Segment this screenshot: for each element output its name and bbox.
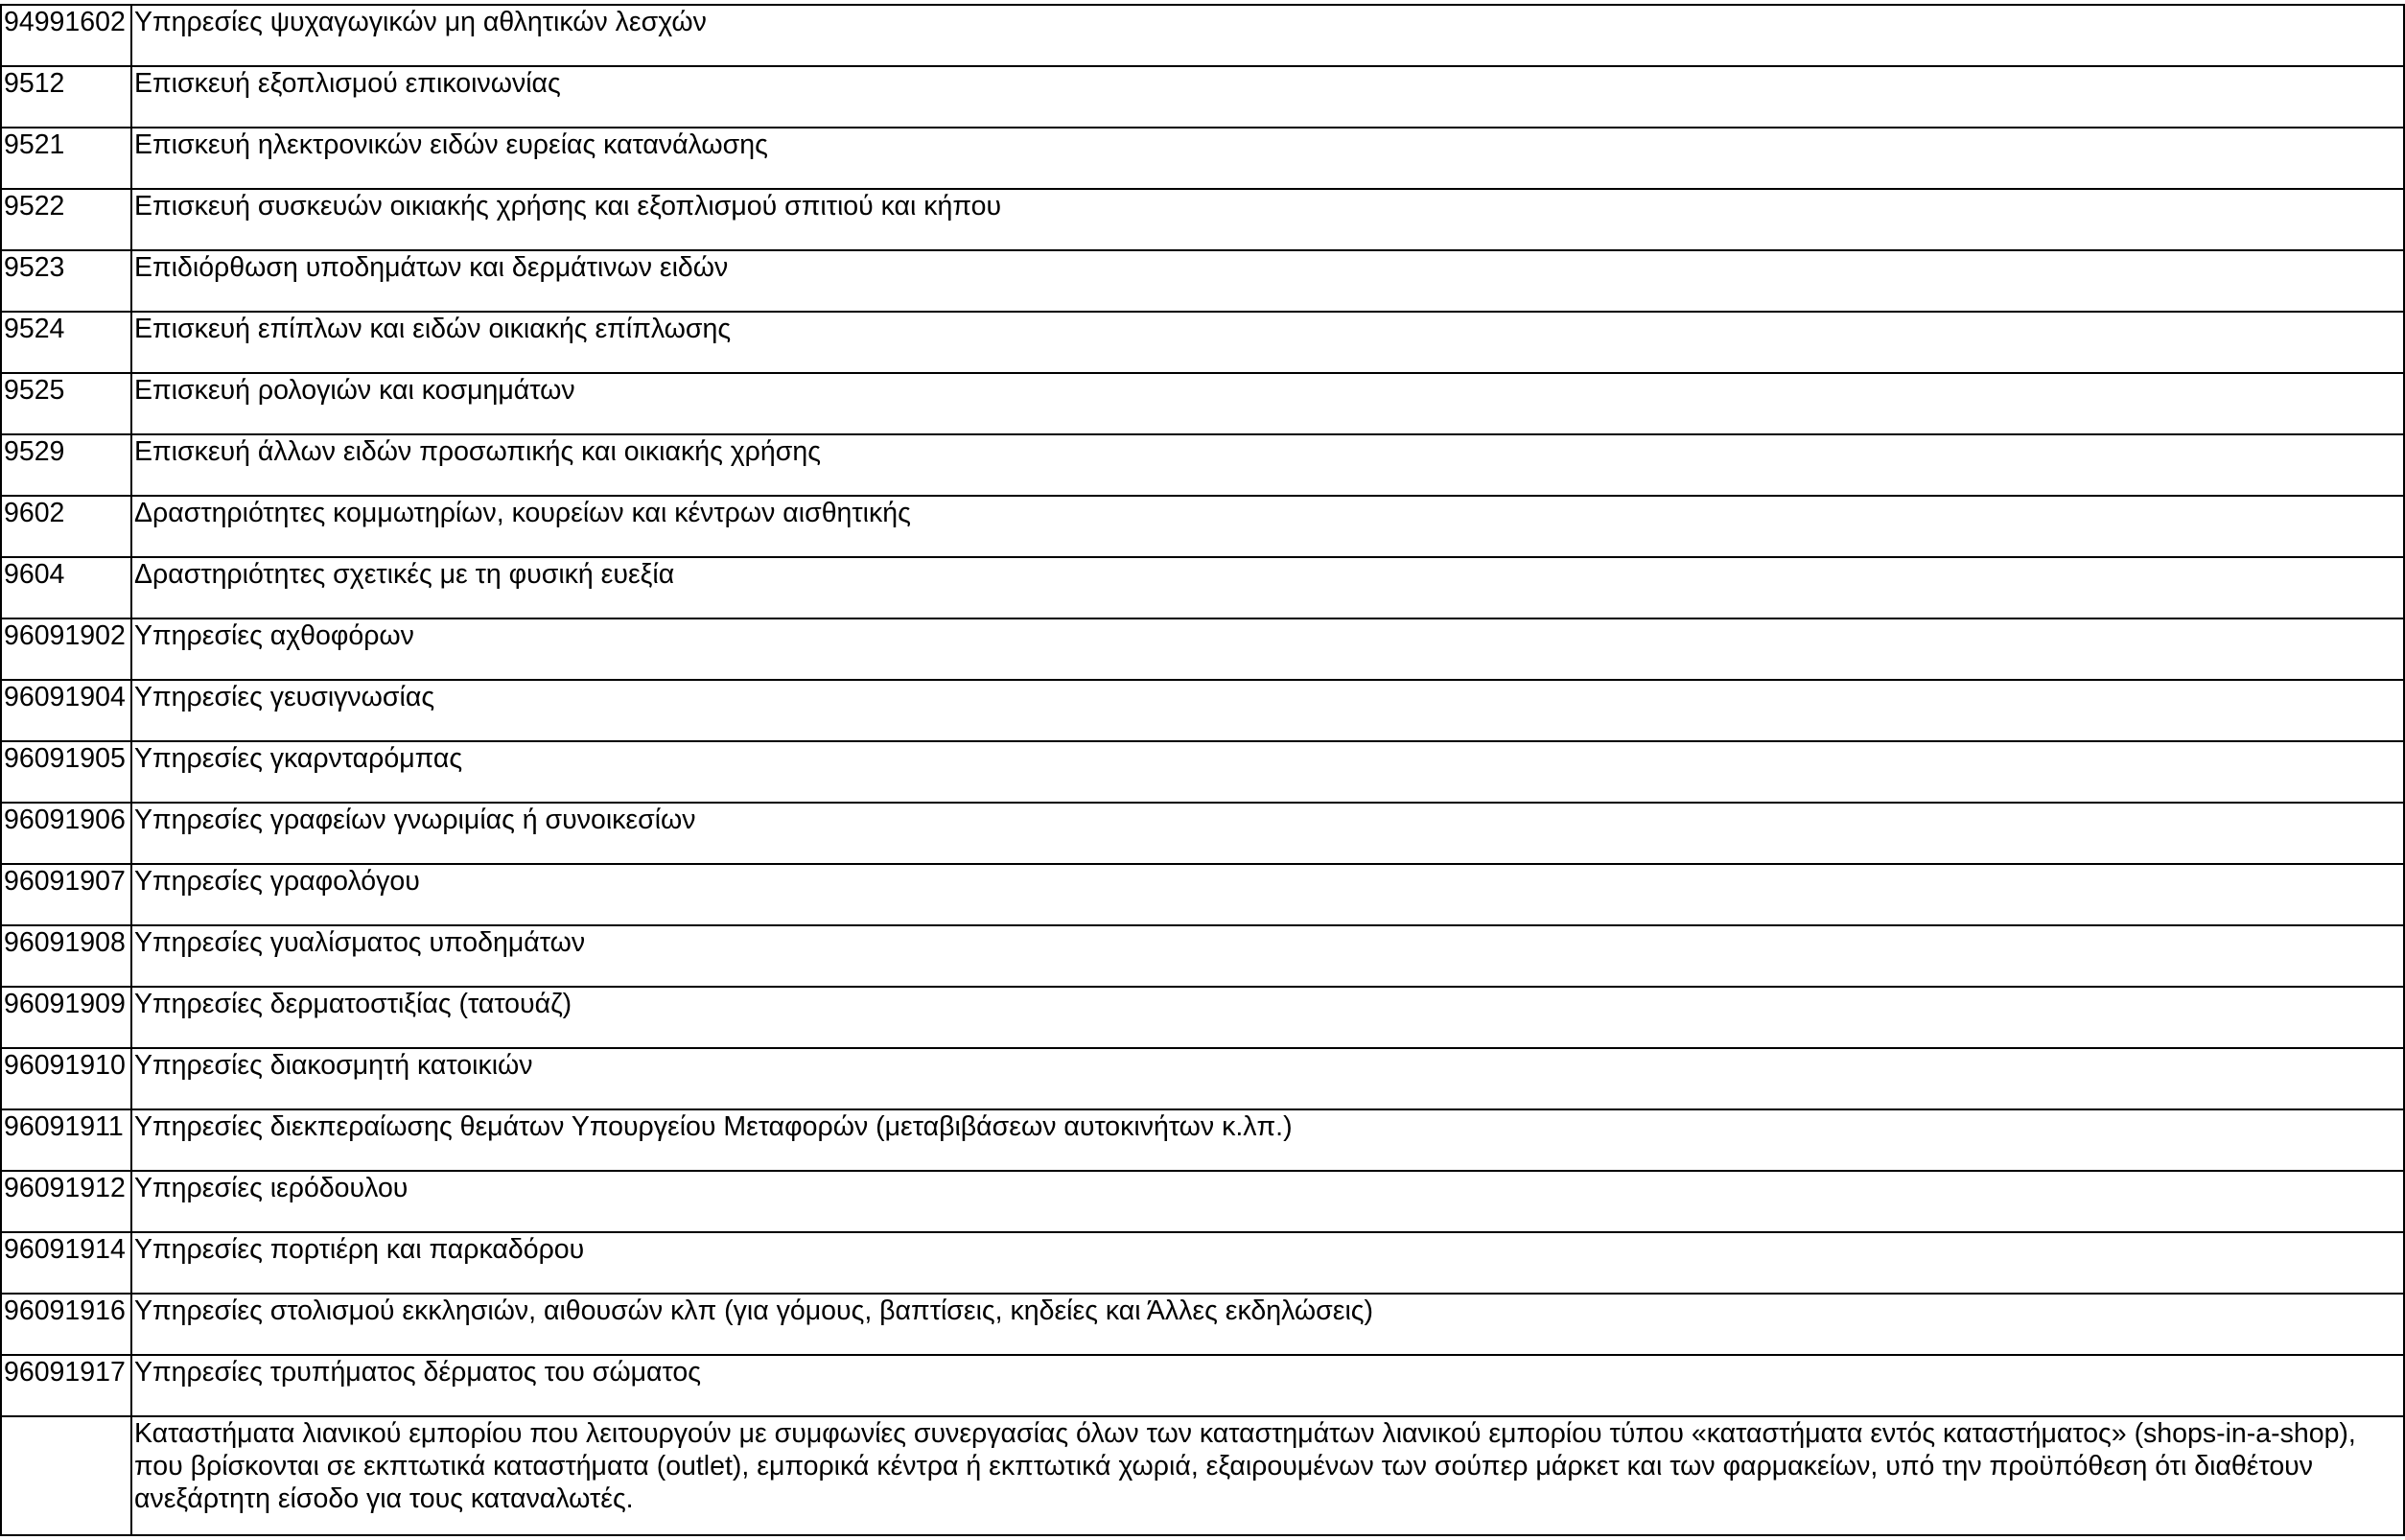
code-cell: 96091904 xyxy=(1,680,131,741)
table-row xyxy=(1,496,2404,557)
description-cell: Υπηρεσίες πορτιέρη και παρκαδόρου xyxy=(131,1232,2404,1294)
table-row xyxy=(1,66,2404,128)
table-row xyxy=(1,741,2404,803)
code-cell: 96091916 xyxy=(1,1294,131,1355)
table-row xyxy=(1,434,2404,496)
code-cell: 94991602 xyxy=(1,5,131,66)
table-row xyxy=(1,1355,2404,1416)
note-row xyxy=(1,1416,2404,1535)
code-cell: 96091911 xyxy=(1,1109,131,1171)
activity-code-table xyxy=(0,4,2405,1536)
description-cell: Υπηρεσίες ιερόδουλου xyxy=(131,1171,2404,1232)
table-row xyxy=(1,803,2404,864)
table-row xyxy=(1,189,2404,250)
description-cell: Δραστηριότητες κομμωτηρίων, κουρείων και κέντρων αισθητικής xyxy=(131,496,2404,557)
description-cell: Επισκευή ρολογιών και κοσμημάτων xyxy=(131,373,2404,434)
description-cell: Υπηρεσίες ψυχαγωγικών μη αθλητικών λεσχών xyxy=(131,5,2404,66)
table-row xyxy=(1,312,2404,373)
table-row xyxy=(1,987,2404,1048)
code-cell: 96091909 xyxy=(1,987,131,1048)
description-cell: Υπηρεσίες τρυπήματος δέρματος του σώματος xyxy=(131,1355,2404,1416)
code-cell: 96091906 xyxy=(1,803,131,864)
description-cell: Επισκευή ηλεκτρονικών ειδών ευρείας κατανάλωσης xyxy=(131,128,2404,189)
table-row xyxy=(1,373,2404,434)
description-cell: Υπηρεσίες δερματοστιξίας (τατουάζ) xyxy=(131,987,2404,1048)
code-cell: 96091905 xyxy=(1,741,131,803)
table-row xyxy=(1,1048,2404,1109)
table-body xyxy=(1,5,2404,1535)
table-row xyxy=(1,864,2404,925)
note-description-cell: Καταστήματα λιανικού εμπορίου που λειτουργούν με συμφωνίες συνεργασίας όλων των καταστημάτων λιανικού εμπορίου τύπου «καταστήματα εντός καταστήματος» (shops-in-a-shop), που βρίσκονται σε εκπτωτικά καταστήματα (outlet), εμπορικά κέντρα ή εκπτωτικά χωριά, εξαιρουμένων των σούπερ μάρκετ και των φαρμακείων, υπό την προϋπόθεση ότι διαθέτουν ανεξάρτητη είσοδο για τους καταναλωτές. xyxy=(131,1416,2404,1535)
code-cell: 9521 xyxy=(1,128,131,189)
table-row xyxy=(1,1109,2404,1171)
table-row xyxy=(1,128,2404,189)
code-cell: 96091908 xyxy=(1,925,131,987)
code-cell: 96091910 xyxy=(1,1048,131,1109)
code-cell: 96091917 xyxy=(1,1355,131,1416)
code-cell: 9512 xyxy=(1,66,131,128)
table-row xyxy=(1,925,2404,987)
table-row xyxy=(1,1294,2404,1355)
table-row xyxy=(1,557,2404,618)
description-cell: Υπηρεσίες γραφείων γνωριμίας ή συνοικεσίων xyxy=(131,803,2404,864)
description-cell: Υπηρεσίες διεκπεραίωσης θεμάτων Υπουργείου Μεταφορών (μεταβιβάσεων αυτοκινήτων κ.λπ.) xyxy=(131,1109,2404,1171)
description-cell: Υπηρεσίες αχθοφόρων xyxy=(131,618,2404,680)
description-cell: Υπηρεσίες γευσιγνωσίας xyxy=(131,680,2404,741)
description-cell: Υπηρεσίες γραφολόγου xyxy=(131,864,2404,925)
code-cell: 9522 xyxy=(1,189,131,250)
code-cell: 96091912 xyxy=(1,1171,131,1232)
table-row xyxy=(1,618,2404,680)
code-cell: 9604 xyxy=(1,557,131,618)
code-cell: 9524 xyxy=(1,312,131,373)
code-cell: 96091907 xyxy=(1,864,131,925)
code-cell: 96091914 xyxy=(1,1232,131,1294)
table-row xyxy=(1,5,2404,66)
description-cell: Υπηρεσίες γυαλίσματος υποδημάτων xyxy=(131,925,2404,987)
description-cell: Επιδιόρθωση υποδημάτων και δερμάτινων ειδών xyxy=(131,250,2404,312)
description-cell: Επισκευή επίπλων και ειδών οικιακής επίπλωσης xyxy=(131,312,2404,373)
table-row xyxy=(1,250,2404,312)
description-cell: Υπηρεσίες γκαρνταρόμπας xyxy=(131,741,2404,803)
code-cell: 96091902 xyxy=(1,618,131,680)
description-cell: Επισκευή συσκευών οικιακής χρήσης και εξοπλισμού σπιτιού και κήπου xyxy=(131,189,2404,250)
table-row xyxy=(1,1232,2404,1294)
description-cell: Επισκευή άλλων ειδών προσωπικής και οικιακής χρήσης xyxy=(131,434,2404,496)
table-row xyxy=(1,1171,2404,1232)
code-cell: 9529 xyxy=(1,434,131,496)
description-cell: Υπηρεσίες στολισμού εκκλησιών, αιθουσών κλπ (για γόμους, βαπτίσεις, κηδείες και Άλλες εκδηλώσεις) xyxy=(131,1294,2404,1355)
code-cell: 9523 xyxy=(1,250,131,312)
code-cell: 9525 xyxy=(1,373,131,434)
description-cell: Δραστηριότητες σχετικές με τη φυσική ευεξία xyxy=(131,557,2404,618)
description-cell: Επισκευή εξοπλισμού επικοινωνίας xyxy=(131,66,2404,128)
code-cell: 9602 xyxy=(1,496,131,557)
description-cell: Υπηρεσίες διακοσμητή κατοικιών xyxy=(131,1048,2404,1109)
table-row xyxy=(1,680,2404,741)
note-code-cell xyxy=(1,1416,131,1535)
